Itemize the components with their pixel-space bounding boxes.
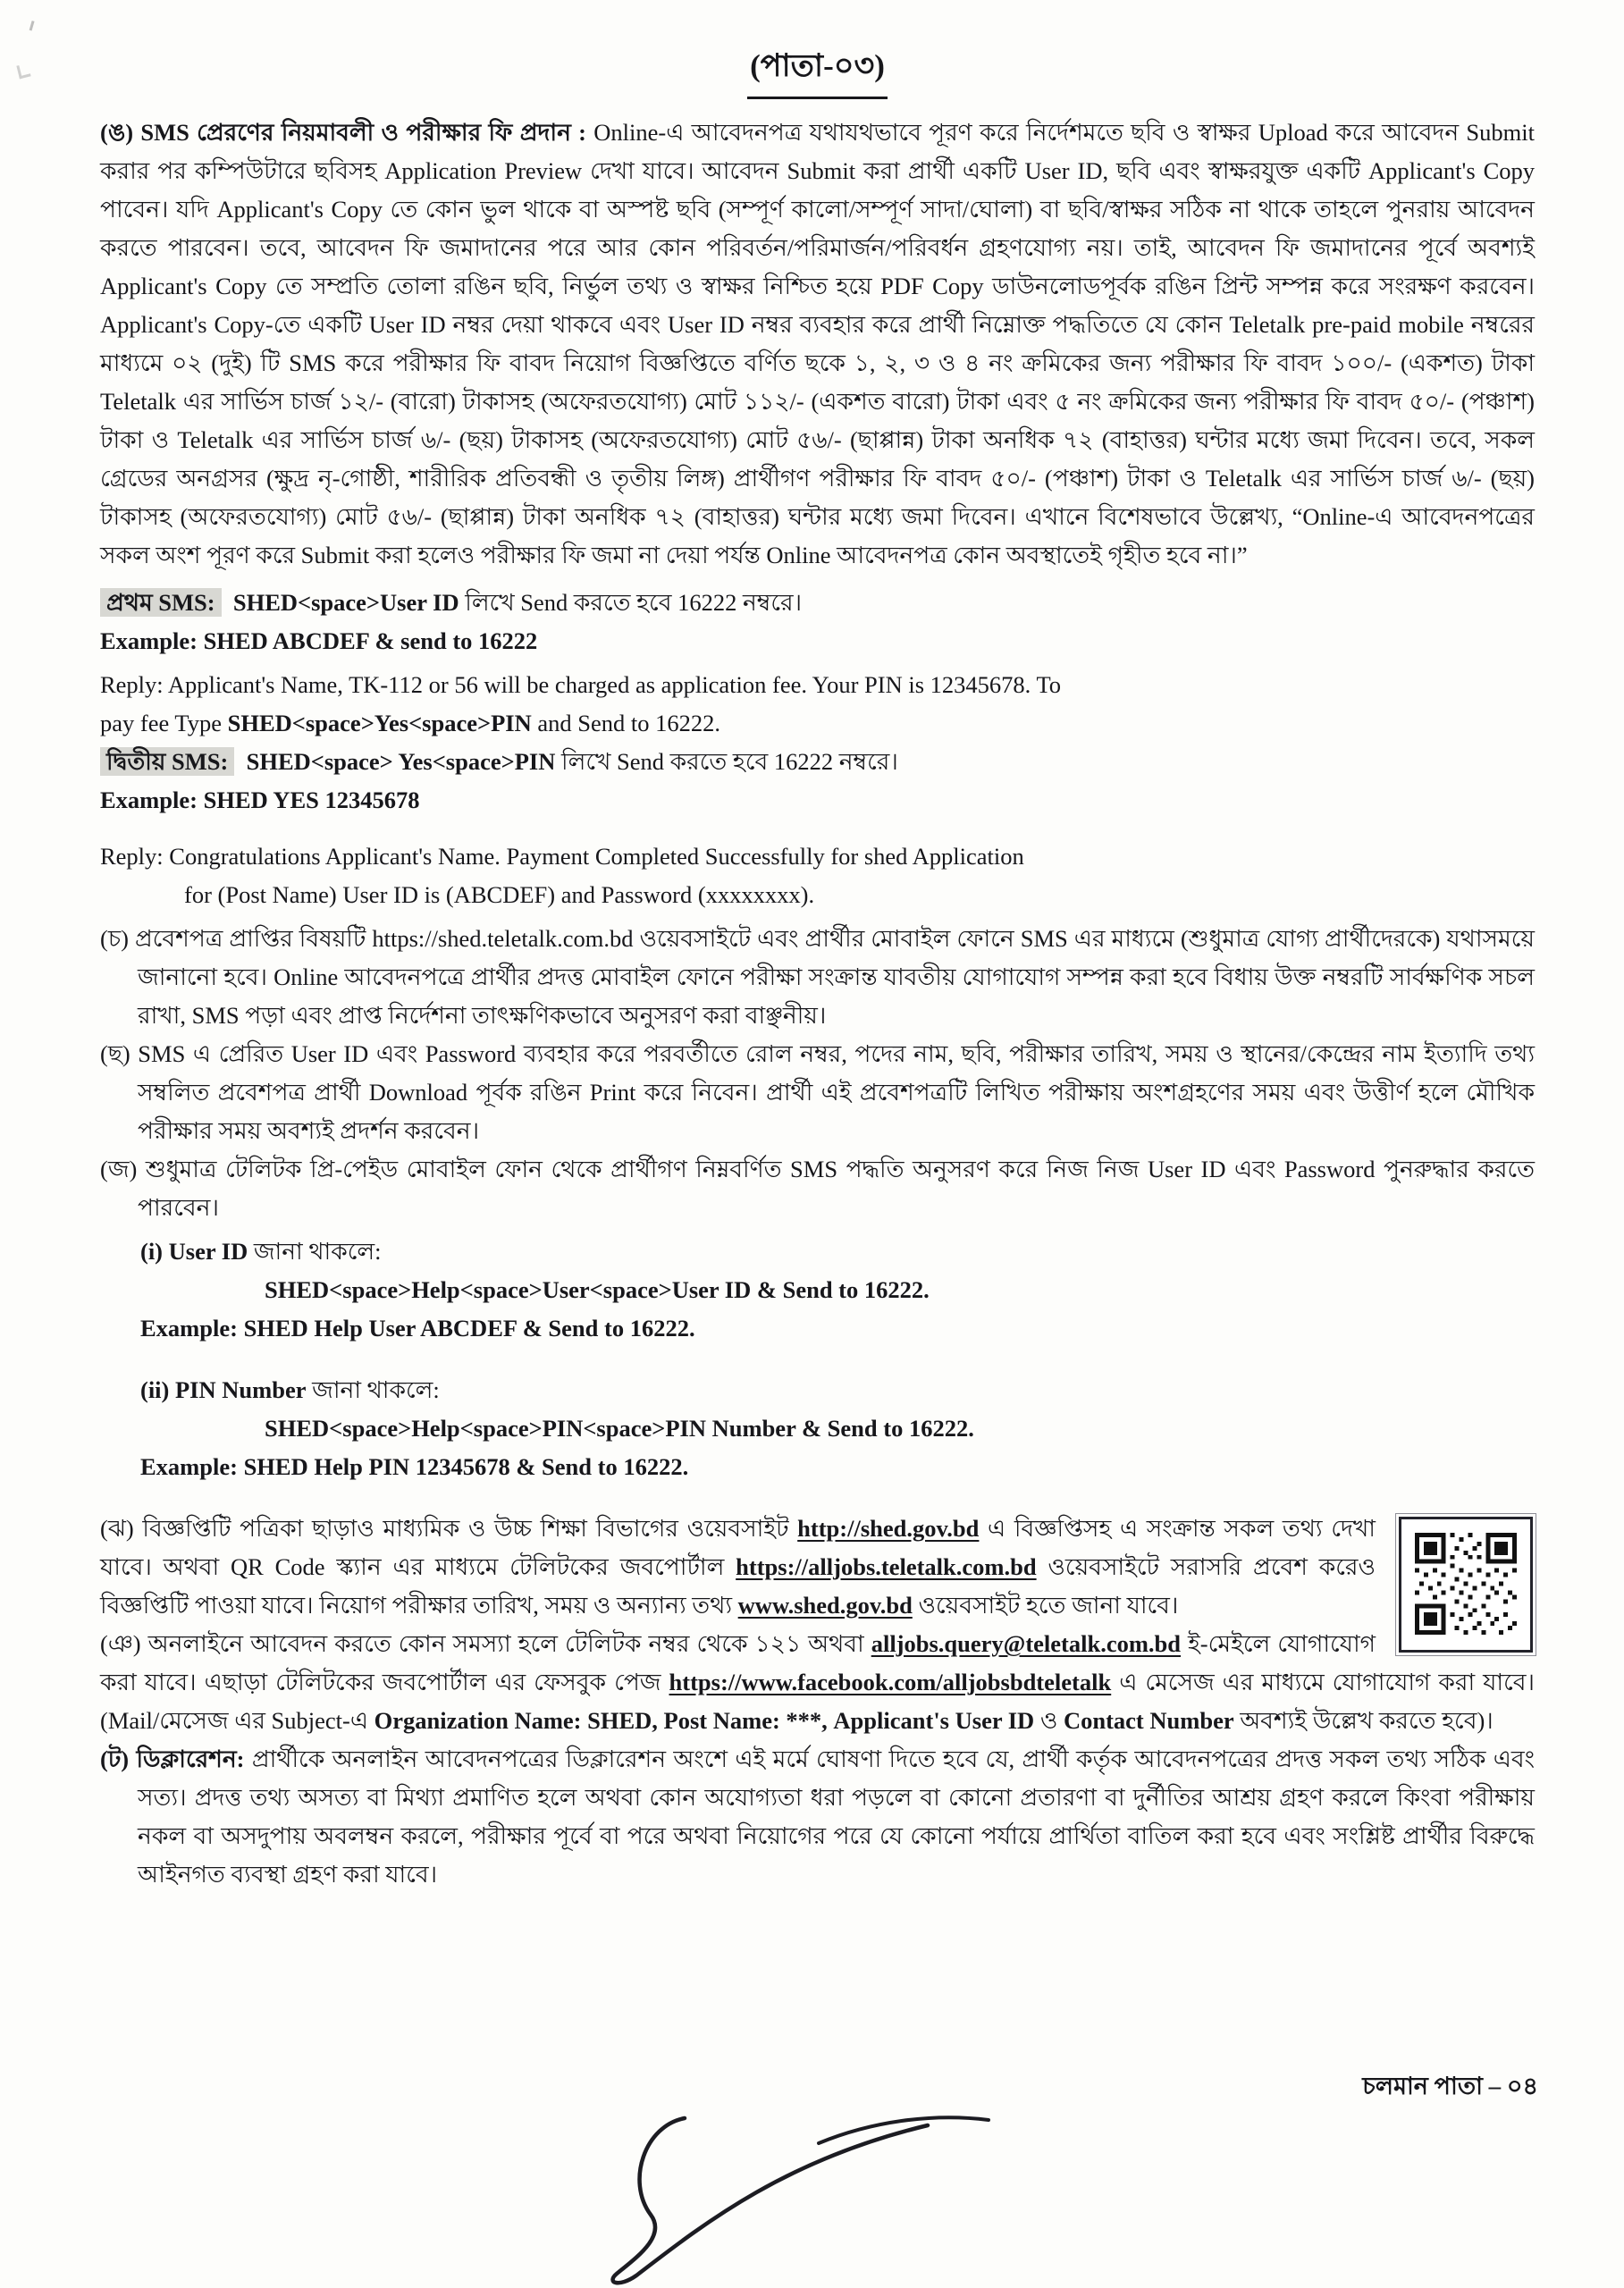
text-run: pay fee Type [100, 710, 228, 736]
text-run: Applicant's User ID [833, 1707, 1035, 1734]
text-run: এ বিজ্ঞপ্তিসহ এ সংক্রান্ত সকল তথ্য দেখা যাবে। অথবা QR Code স্ক্যান এর মাধ্যমে টেলিটকের জবপোর্টাল [100, 1515, 1376, 1580]
help-user-label [100, 1232, 1535, 1271]
para-admit-print [100, 1035, 1535, 1150]
sms-reply-line [100, 666, 1535, 704]
section-marker: (ট) [100, 1745, 130, 1772]
para-helpline [100, 1625, 1535, 1740]
example-label: Example: [140, 1315, 238, 1342]
sms-second-line [100, 743, 1535, 781]
text-run: Online-এ আবেদনপত্র যথাযথভাবে পূরণ করে নির্দেশমতে ছবি ও স্বাক্ষর Upload করে আবেদন Submit করার পর কম্পিউটারে ছবিসহ Application Preview দেখা যাবে। আবেদন Submit করা প্রার্থী একটি User ID, ছবি এবং স্বাক্ষরযুক্ত একটি Applicant's Copy পাবেন। যদি Applicant's Copy তে কোন ভুল থাকে বা অস্পষ্ট ছবি (সম্পূর্ণ কালো/সম্পূর্ণ সাদা/ঘোলা) বা ছবি/স্বাক্ষর সঠিক না থাকে তাহলে পুনরায় আবেদন করতে পারবেন। তবে, আবেদন ফি জমাদানের পরে আর কোন পরিবর্তন/পরিমার্জন/পরিবর্ধন গ্রহণযোগ্য নয়। তাই, আবেদন ফি জমাদানের পূর্বে অবশ্যই Applicant's Copy তে সম্প্রতি তোলা রঙিন ছবি, নির্ভুল তথ্য ও স্বাক্ষর নিশ্চিত হয়ে PDF Copy ডাউনলোডপূর্বক রঙিন প্রিন্ট সম্পন্ন করে সংরক্ষণ করবেন। Applicant's Copy-তে একটি User ID নম্বর দেয়া থাকবে এবং User ID নম্বর ব্যবহার করে প্রার্থী নিম্নোক্ত পদ্ধতিতে যে কোন Teletalk pre-paid mobile নম্বরের মাধ্যমে ০২ (দুই) টি SMS করে পরীক্ষার ফি বাবদ নিয়োগ বিজ্ঞপ্তিতে বর্ণিত ছকে ১, ২, ৩ ও ৪ নং ক্রমিকের জন্য পরীক্ষার ফি বাবদ ১০০/- (একশত) টাকা Teletalk এর সার্ভিস চার্জ ১২/- (বারো) টাকাসহ (অফেরতযোগ্য) মোট ১১২/- (একশত বারো) টাকা এবং ৫ নং ক্রমিকের জন্য পরীক্ষার ফি বাবদ ৫০/- (পঞ্চাশ) টাকা ও Teletalk এর সার্ভিস চার্জ ৬/- (ছয়) টাকাসহ (অফেরতযোগ্য) মোট ৫৬/- (ছাপ্পান্ন) টাকা অনধিক ৭২ (বাহাত্তর) ঘন্টার মধ্যে জমা দিবেন। তবে, সকল গ্রেডের অনগ্রসর (ক্ষুদ্র নৃ-গোষ্ঠী, শারীরিক প্রতিবন্ধী ও তৃতীয় লিঙ্গ) প্রার্থীগণ পরীক্ষার ফি বাবদ ৫০/- (পঞ্চাশ) টাকা ও Teletalk এর সার্ভিস চার্জ ৬/- (ছয়) টাকাসহ (অফেরতযোগ্য) মোট ৫৬/- (ছাপ্পান্ন) টাকা অনধিক ৭২ (বাহাত্তর) ঘন্টার মধ্যে জমা দিবেন। এখানে বিশেষভাবে উল্লেখ্য, “Online-এ আবেদনপত্রের সকল অংশ পূরণ করে Submit করা হলেও পরীক্ষার ফি জমা না দেয়া পর্যন্ত Online আবেদনপত্র কোন অবস্থাতেই গৃহীত হবে না।” [100, 119, 1535, 568]
query-email-link: alljobs.query@teletalk.com.bd [871, 1630, 1182, 1657]
para-sms-rules [100, 114, 1535, 575]
text-run: ওয়েবসাইট হতে জানা যাবে। [912, 1592, 1179, 1619]
text-run: Reply: Congratulations Applicant's Name. Payment Completed Successfully for shed Application [100, 843, 1024, 870]
example-command: SHED Help PIN 12345678 & Send to 16222. [243, 1453, 689, 1480]
facebook-link: https://www.facebook.com/alljobsbdteletalk [669, 1669, 1112, 1695]
section-heading: SMS প্রেরণের নিয়মাবলী ও পরীক্ষার ফি প্রদান : [140, 119, 586, 146]
section-marker: (ঞ) [100, 1630, 141, 1657]
sms-reply-line [100, 876, 1535, 914]
page-title [100, 41, 1535, 99]
sms-command: SHED<space> Yes<space>PIN [246, 748, 556, 775]
text-run: ওয়েবসাইটে সরাসরি প্রবেশ করেও বিজ্ঞপ্তিটি পাওয়া যাবে। নিয়োগ পরীক্ষার তারিখ, সময় ও অন্যান্য তথ্য [100, 1553, 1376, 1619]
text-run: লিখে Send করতে হবে 16222 নম্বরে। [561, 748, 898, 775]
sms-first-line [100, 584, 1535, 622]
section-marker: (জ) [100, 1156, 138, 1182]
text-run: Reply: Applicant's Name, TK-112 or 56 will be charged as application fee. Your PIN is 12345678. To [100, 671, 1062, 698]
sms-command: SHED<space>Yes<space>PIN [227, 710, 532, 736]
section-marker: (ছ) [100, 1040, 130, 1067]
example-label: Example: [100, 627, 198, 654]
help-pin-example [100, 1448, 1535, 1486]
text-run: এ মেসেজ এর মাধ্যমে যোগাযোগ করা যাবে। (Mail/মেসেজ এর Subject-এ [100, 1669, 1535, 1734]
help-user-command: SHED<space>Help<space>User<space>User ID & Send to 16222. [265, 1276, 930, 1303]
example-command: SHED YES 12345678 [203, 786, 420, 813]
qr-section [100, 1510, 1535, 1625]
text-run: ই-মেইলে যোগাযোগ করা যাবে। এছাড়া টেলিটকের জবপোর্টাল এর ফেসবুক পেজ [100, 1630, 1376, 1695]
text-run: SMS এ প্রেরিত User ID এবং Password ব্যবহার করে পরবর্তীতে রোল নম্বর, পদের নাম, ছবি, পরীক্ষার তারিখ, সময় ও স্থানের/কেন্দ্রের নাম ইত্যাদি তথ্য সম্বলিত প্রবেশপত্র প্রার্থী Download পূর্বক রঙিন Print করে নিবেন। প্রার্থী এই প্রবেশপত্রটি লিখিত পরীক্ষায় অংশগ্রহণের সময় এবং উত্তীর্ণ হলে মৌখিক পরীক্ষার সময় অবশ্যই প্রদর্শন করবেন। [138, 1040, 1536, 1144]
text-run: অনলাইনে আবেদন করতে কোন সমস্যা হলে টেলিটক নম্বর থেকে ১২১ অথবা [147, 1630, 871, 1657]
sms-example-line [100, 781, 1535, 820]
help-pin-label [100, 1371, 1535, 1409]
text-run: (i) User ID [140, 1238, 248, 1265]
text-run: for (Post Name) User ID is (ABCDEF) and Password (xxxxxxxx). [184, 881, 815, 908]
page-number-label: (পাতা-০৩) [747, 41, 888, 99]
section-heading: ডিক্লারেশন: [136, 1745, 245, 1772]
section-marker: (ঙ) [100, 119, 134, 146]
text-run: Contact Number [1063, 1707, 1234, 1734]
sms-command: SHED<space>User ID [232, 589, 459, 616]
sms-reply-line [100, 837, 1535, 876]
example-label: Example: [100, 786, 198, 813]
alljobs-link: https://alljobs.teletalk.com.bd [736, 1553, 1037, 1580]
section-marker: (ঝ) [100, 1515, 134, 1542]
first-sms-label: প্রথম SMS: [100, 588, 222, 617]
text-run: বিজ্ঞপ্তিটি পত্রিকা ছাড়াও মাধ্যমিক ও উচ্চ শিক্ষা বিভাগের ওয়েবসাইট [142, 1515, 798, 1542]
qr-code-icon [1399, 1517, 1533, 1653]
text-run: শুধুমাত্র টেলিটক প্রি-পেইড মোবাইল ফোন থেকে প্রার্থীগণ নিম্নবর্ণিত SMS পদ্ধতি অনুসরণ করে নিজ নিজ User ID এবং Password পুনরুদ্ধার করতে পারবেন। [138, 1156, 1535, 1221]
shed-gov-www-link: www.shed.gov.bd [737, 1592, 913, 1619]
text-run: প্রার্থীকে অনলাইন আবেদনপত্রের ডিক্লারেশন অংশে এই মর্মে ঘোষণা দিতে হবে যে, প্রার্থী কর্তৃক আবেদনপত্রের প্রদত্ত সকল তথ্য সঠিক এবং সত্য। প্রদত্ত তথ্য অসত্য বা মিথ্যা প্রমাণিত হলে অথবা কোন অযোগ্যতা ধরা পড়লে বা কোনো প্রতারণা বা দুর্নীতির আশ্রয় গ্রহণ করলে কিংবা পরীক্ষায় নকল বা অসদুপায় অবলম্বন করলে, পরীক্ষার পূর্বে বা পরে অথবা নিয়োগের পরে যে কোনো পর্যায়ে প্রার্থিতা বাতিল করা হবে এবং সংশ্লিষ্ট প্রার্থীর বিরুদ্ধে আইনগত ব্যবস্থা গ্রহণ করা যাবে। [138, 1745, 1536, 1888]
continuation-page-label: চলমান পাতা – ০৪ [1362, 2073, 1538, 2099]
text-run: জানা থাকলে: [306, 1376, 440, 1403]
para-recovery [100, 1150, 1535, 1227]
section-marker: (চ) [100, 925, 129, 952]
text-run: and Send to 16222. [531, 710, 720, 736]
para-declaration [100, 1740, 1535, 1894]
text-run: জানা থাকলে: [248, 1238, 382, 1265]
sms-reply-line [100, 704, 1535, 743]
para-admit-card [100, 920, 1535, 1035]
help-pin-command: SHED<space>Help<space>PIN<space>PIN Number & Send to 16222. [265, 1415, 974, 1442]
text-run: লিখে Send করতে হবে 16222 নম্বরে। [465, 589, 803, 616]
shed-gov-link: http://shed.gov.bd [797, 1515, 980, 1542]
handwritten-signature [552, 2099, 999, 2288]
text-run: ও [1034, 1707, 1064, 1734]
help-user-example [100, 1309, 1535, 1348]
text-run: Organization Name: SHED, Post Name: ***, [374, 1707, 828, 1734]
example-command: SHED ABCDEF & send to 16222 [203, 627, 538, 654]
text-run: প্রবেশপত্র প্রাপ্তির বিষয়টি https://shed.teletalk.com.bd ওয়েবসাইটে এবং প্রার্থীর মোবাইল ফোনে SMS এর মাধ্যমে (শুধুমাত্র যোগ্য প্রার্থীদেরকে) যথাসময়ে জানানো হবে। Online আবেদনপত্রে প্রার্থীর প্রদত্ত মোবাইল ফোনে পরীক্ষা সংক্রান্ত যাবতীয় যোগাযোগ সম্পন্ন করা হবে বিধায় উক্ত নম্বরটি সার্বক্ষণিক সচল রাখা, SMS পড়া এবং প্রাপ্ত নির্দেশনা তাৎক্ষণিকভাবে অনুসরণ করা বাঞ্ছনীয়। [134, 925, 1535, 1029]
example-command: SHED Help User ABCDEF & Send to 16222. [243, 1315, 695, 1342]
sms-example-line [100, 622, 1535, 660]
text-run: অবশ্যই উল্লেখ করতে হবে)। [1233, 1707, 1494, 1734]
second-sms-label: দ্বিতীয় SMS: [100, 747, 234, 776]
example-label: Example: [140, 1453, 238, 1480]
text-run: (ii) PIN Number [140, 1376, 307, 1403]
para-website-qr [100, 1510, 1535, 1625]
